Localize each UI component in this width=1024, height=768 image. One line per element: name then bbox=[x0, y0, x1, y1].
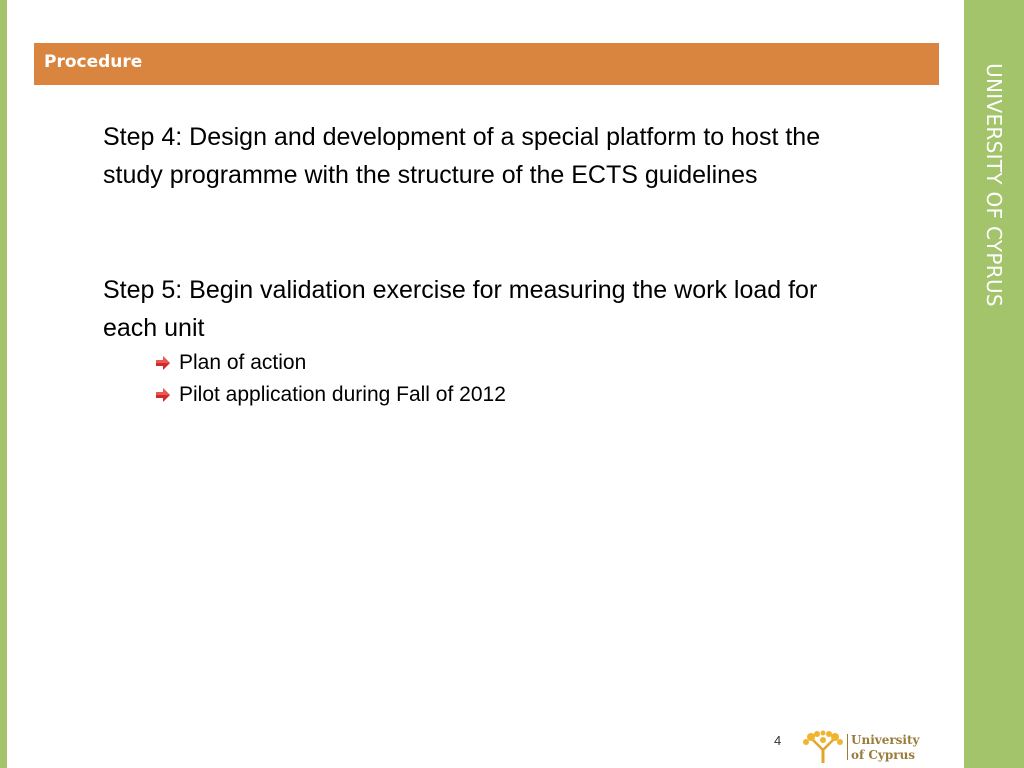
bullet-label: Plan of action bbox=[179, 351, 307, 374]
slide-content bbox=[103, 118, 843, 411]
bullet-item bbox=[155, 347, 843, 379]
bullet-label: Pilot application during Fall of 2012 bbox=[179, 383, 506, 406]
step-5-bullet-list bbox=[103, 347, 843, 411]
university-tree-logo-icon bbox=[803, 728, 843, 764]
step-4-text: Step 4: Design and development of a special platform to host the study programme with the structure of the ECTS guidelines bbox=[103, 123, 821, 189]
side-banner-text: UNIVERSITY OF CYPRUS bbox=[982, 63, 1006, 307]
logo-text-line-1: University bbox=[851, 733, 920, 747]
header-band bbox=[34, 43, 939, 85]
step-5-text: Step 5: Begin validation exercise for measuring the work load for each unit bbox=[103, 276, 818, 342]
page-number: 4 bbox=[774, 733, 782, 748]
left-accent-bar bbox=[0, 0, 7, 768]
slide-title: Procedure bbox=[44, 52, 143, 72]
bullet-item bbox=[155, 379, 843, 411]
red-arrow-icon bbox=[155, 356, 171, 370]
logo-text-line-2: of Cyprus bbox=[851, 748, 916, 762]
university-logo bbox=[803, 728, 933, 764]
red-arrow-icon bbox=[155, 388, 171, 402]
logo-divider bbox=[847, 734, 848, 760]
